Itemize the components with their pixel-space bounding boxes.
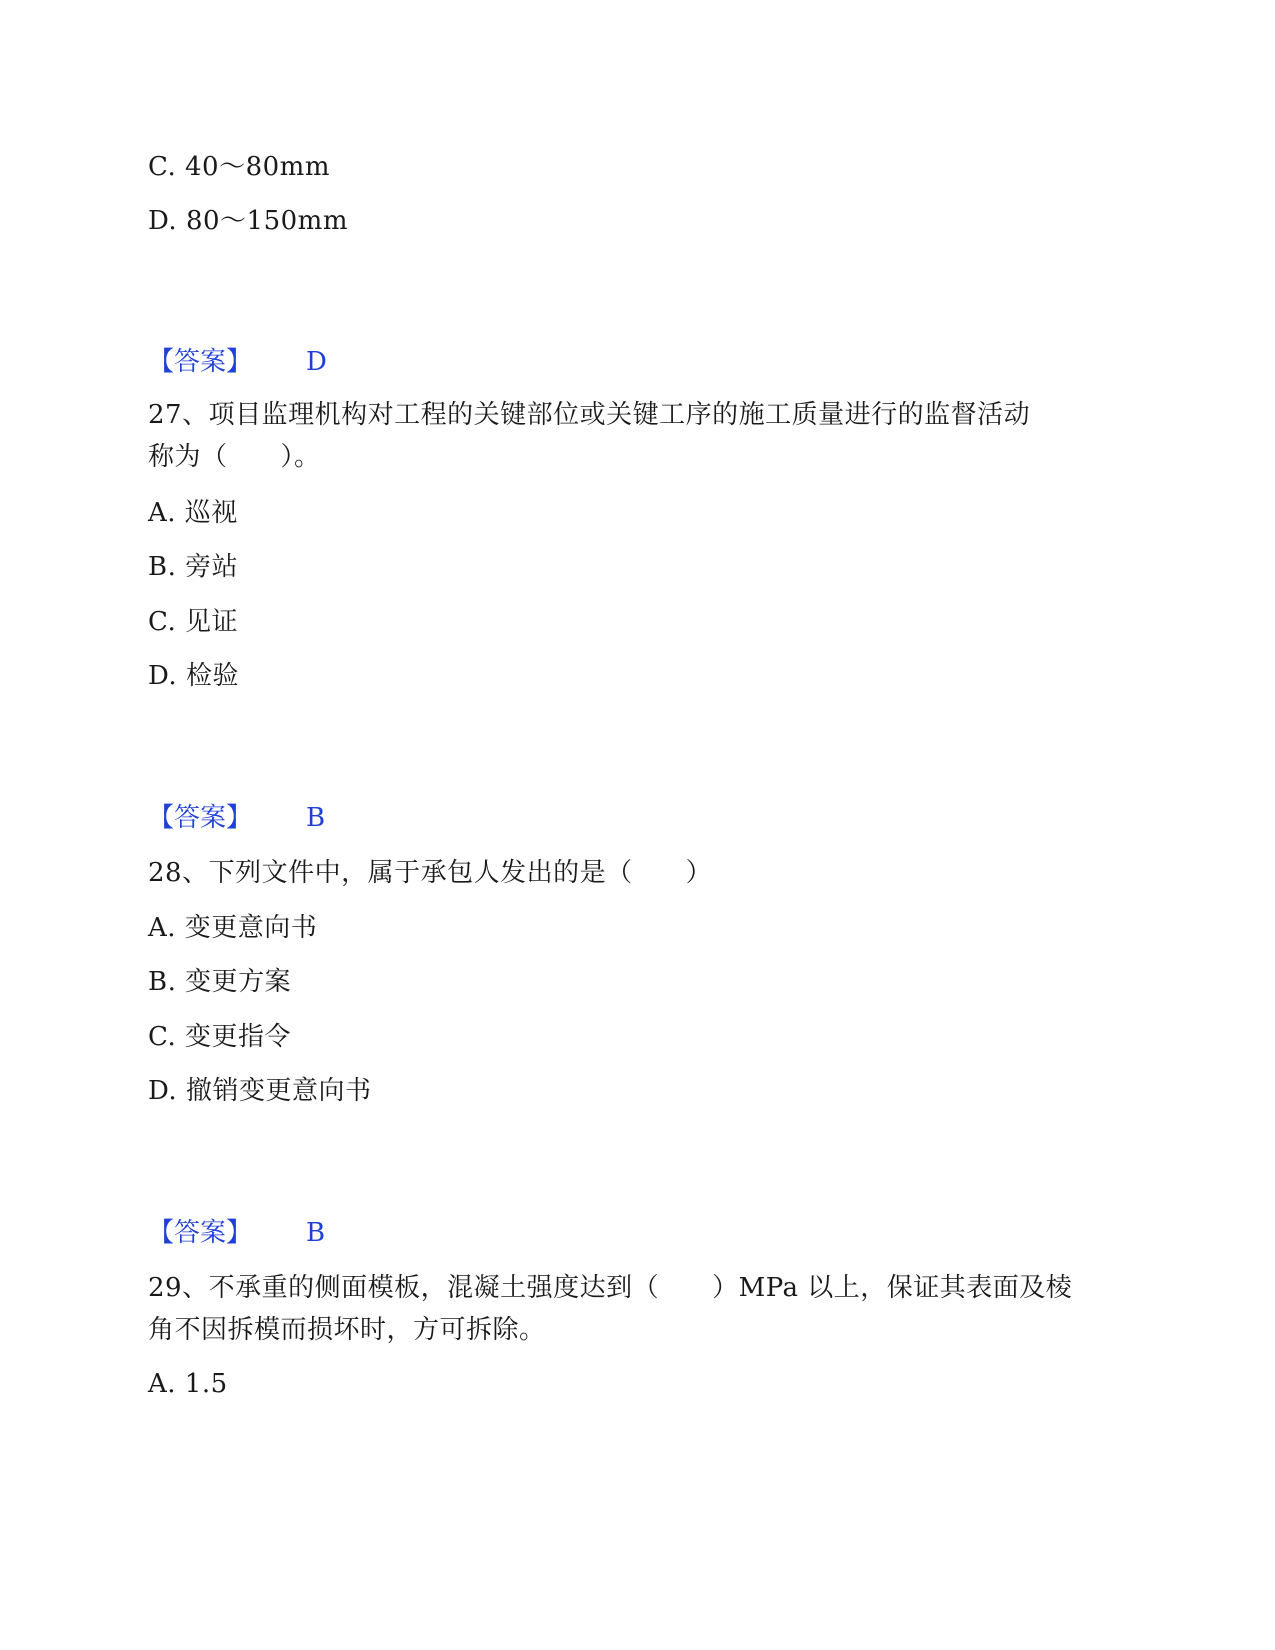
- answer-label: 【答案】: [148, 1218, 253, 1248]
- question-29-stem-line1: 29、不承重的侧面模板，混凝土强度达到（ ）MPa 以上，保证其表面及棱: [148, 1273, 1073, 1303]
- question-28-option-b: B. 变更方案: [148, 967, 292, 997]
- question-28-option-d: D. 撤销变更意向书: [148, 1076, 372, 1106]
- question-27-stem-line2: 称为（ ）。: [148, 442, 321, 472]
- question-28-stem-line1: 28、下列文件中，属于承包人发出的是（ ）: [148, 858, 713, 888]
- question-28-option-a: A. 变更意向书: [148, 913, 318, 943]
- question-27-stem-line1: 27、项目监理机构对工程的关键部位或关键工序的施工质量进行的监督活动: [148, 400, 1031, 430]
- answer-26: [148, 345, 327, 379]
- answer-label: 【答案】: [148, 347, 253, 377]
- option-c: C. 40～80mm: [148, 152, 330, 182]
- answer-27: [148, 801, 325, 835]
- option-d: D. 80～150mm: [148, 206, 348, 236]
- answer-28: [148, 1216, 325, 1250]
- question-28-option-c: C. 变更指令: [148, 1022, 291, 1052]
- question-27-option-b: B. 旁站: [148, 552, 239, 582]
- answer-value: B: [306, 803, 326, 833]
- question-27-option-c: C. 见证: [148, 607, 238, 637]
- answer-value: B: [306, 1218, 326, 1248]
- answer-label: 【答案】: [148, 803, 253, 833]
- question-27-option-a: A. 巡视: [148, 498, 238, 528]
- question-29-stem-line2: 角不因拆模而损坏时，方可拆除。: [148, 1315, 546, 1345]
- answer-value: D: [306, 347, 327, 377]
- question-27-option-d: D. 检验: [148, 661, 239, 691]
- question-29-option-a: A. 1.5: [148, 1369, 228, 1399]
